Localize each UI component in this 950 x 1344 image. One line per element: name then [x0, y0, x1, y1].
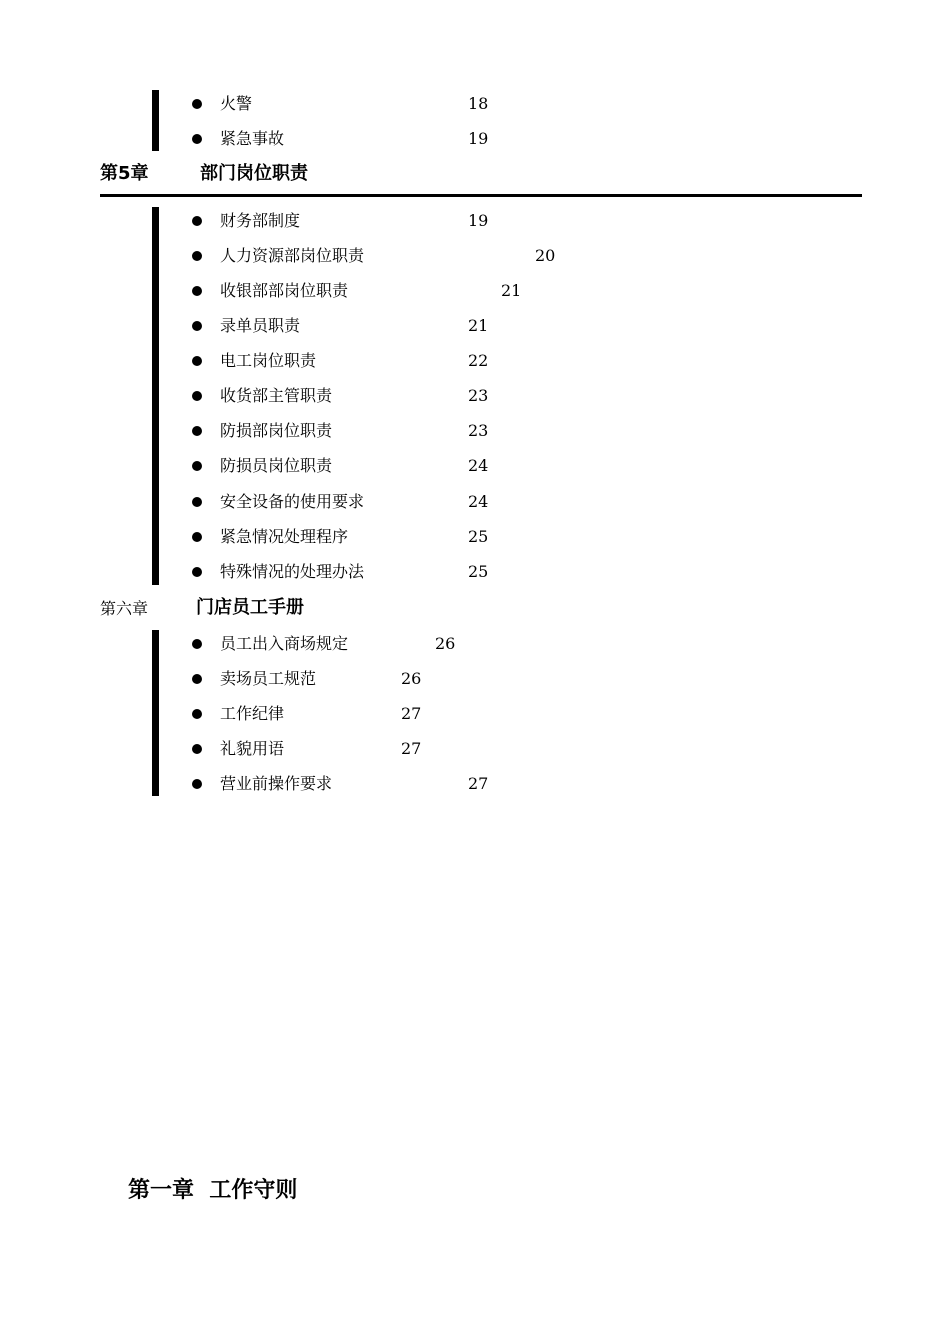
- toc-entry[interactable]: [0, 668, 950, 690]
- toc-entry-label: 卖场员工规范: [220, 669, 317, 688]
- toc-entry-label: 工作纪律: [220, 704, 285, 723]
- toc-entry-label: 收货部主管职责: [220, 386, 333, 405]
- toc-entry[interactable]: [0, 245, 950, 267]
- chapter-number: 第六章: [100, 599, 149, 618]
- bullet-icon: [192, 567, 202, 577]
- toc-entry-page: 21: [501, 281, 522, 300]
- chapter-title[interactable]: 门店员工手册: [196, 597, 304, 618]
- bullet-icon: [192, 99, 202, 109]
- toc-entry[interactable]: [0, 280, 950, 302]
- bullet-icon: [192, 639, 202, 649]
- toc-entry[interactable]: [0, 93, 950, 115]
- toc-entry-label: 财务部制度: [220, 211, 301, 230]
- toc-entry-label: 防损员岗位职责: [220, 456, 333, 475]
- toc-entry-label: 安全设备的使用要求: [220, 492, 365, 511]
- toc-entry-label: 电工岗位职责: [220, 351, 317, 370]
- toc-entry-label: 员工出入商场规定: [220, 634, 349, 653]
- chapter-divider: [100, 194, 862, 197]
- toc-entry-page: 27: [401, 704, 422, 723]
- toc-entry-page: 24: [468, 456, 489, 475]
- toc-entry-label: 礼貌用语: [220, 739, 285, 758]
- bullet-icon: [192, 461, 202, 471]
- toc-entry-label: 防损部岗位职责: [220, 421, 333, 440]
- bullet-icon: [192, 744, 202, 754]
- toc-entry-page: 19: [468, 129, 489, 148]
- toc-entry-page: 26: [401, 669, 422, 688]
- bullet-icon: [192, 216, 202, 226]
- toc-entry-label: 特殊情况的处理办法: [220, 562, 365, 581]
- toc-entry-page: 26: [435, 634, 456, 653]
- bullet-icon: [192, 532, 202, 542]
- toc-entry-label: 录单员职责: [220, 316, 301, 335]
- toc-entry[interactable]: [0, 633, 950, 655]
- toc-entry[interactable]: [0, 526, 950, 548]
- toc-entry-page: 25: [468, 562, 489, 581]
- toc-entry[interactable]: [0, 128, 950, 150]
- toc-entry-label: 紧急情况处理程序: [220, 527, 349, 546]
- bullet-icon: [192, 321, 202, 331]
- toc-entry-page: 22: [468, 351, 489, 370]
- toc-entry[interactable]: [0, 315, 950, 337]
- toc-entry-page: 19: [468, 211, 489, 230]
- toc-entry-label: 收银部部岗位职责: [220, 281, 349, 300]
- toc-entry[interactable]: [0, 703, 950, 725]
- toc-entry[interactable]: [0, 561, 950, 583]
- toc-entry[interactable]: [0, 420, 950, 442]
- toc-entry[interactable]: [0, 738, 950, 760]
- toc-entry[interactable]: [0, 491, 950, 513]
- toc-entry-page: 18: [468, 94, 489, 113]
- toc-entry-label: 人力资源部岗位职责: [220, 246, 365, 265]
- toc-entry-page: 24: [468, 492, 489, 511]
- toc-entry-label: 紧急事故: [220, 129, 285, 148]
- bullet-icon: [192, 356, 202, 366]
- bullet-icon: [192, 134, 202, 144]
- bullet-icon: [192, 497, 202, 507]
- bullet-icon: [192, 286, 202, 296]
- toc-entry[interactable]: [0, 210, 950, 232]
- toc-entry-page: 23: [468, 386, 489, 405]
- bullet-icon: [192, 674, 202, 684]
- toc-entry-label: 火警: [220, 94, 253, 113]
- toc-entry[interactable]: [0, 773, 950, 795]
- bullet-icon: [192, 709, 202, 719]
- toc-entry-page: 27: [468, 774, 489, 793]
- toc-entry-page: 20: [535, 246, 556, 265]
- bullet-icon: [192, 391, 202, 401]
- bullet-icon: [192, 779, 202, 789]
- bullet-icon: [192, 251, 202, 261]
- section-heading: 第一章 工作守则: [128, 1178, 298, 1203]
- toc-entry-label: 营业前操作要求: [220, 774, 333, 793]
- toc-entry-page: 27: [401, 739, 422, 758]
- chapter-title[interactable]: 部门岗位职责: [200, 163, 308, 184]
- chapter-number: 第5章: [100, 163, 149, 184]
- toc-entry-page: 25: [468, 527, 489, 546]
- toc-entry-page: 21: [468, 316, 489, 335]
- toc-entry[interactable]: [0, 385, 950, 407]
- toc-entry[interactable]: [0, 455, 950, 477]
- bullet-icon: [192, 426, 202, 436]
- toc-entry[interactable]: [0, 350, 950, 372]
- toc-entry-page: 23: [468, 421, 489, 440]
